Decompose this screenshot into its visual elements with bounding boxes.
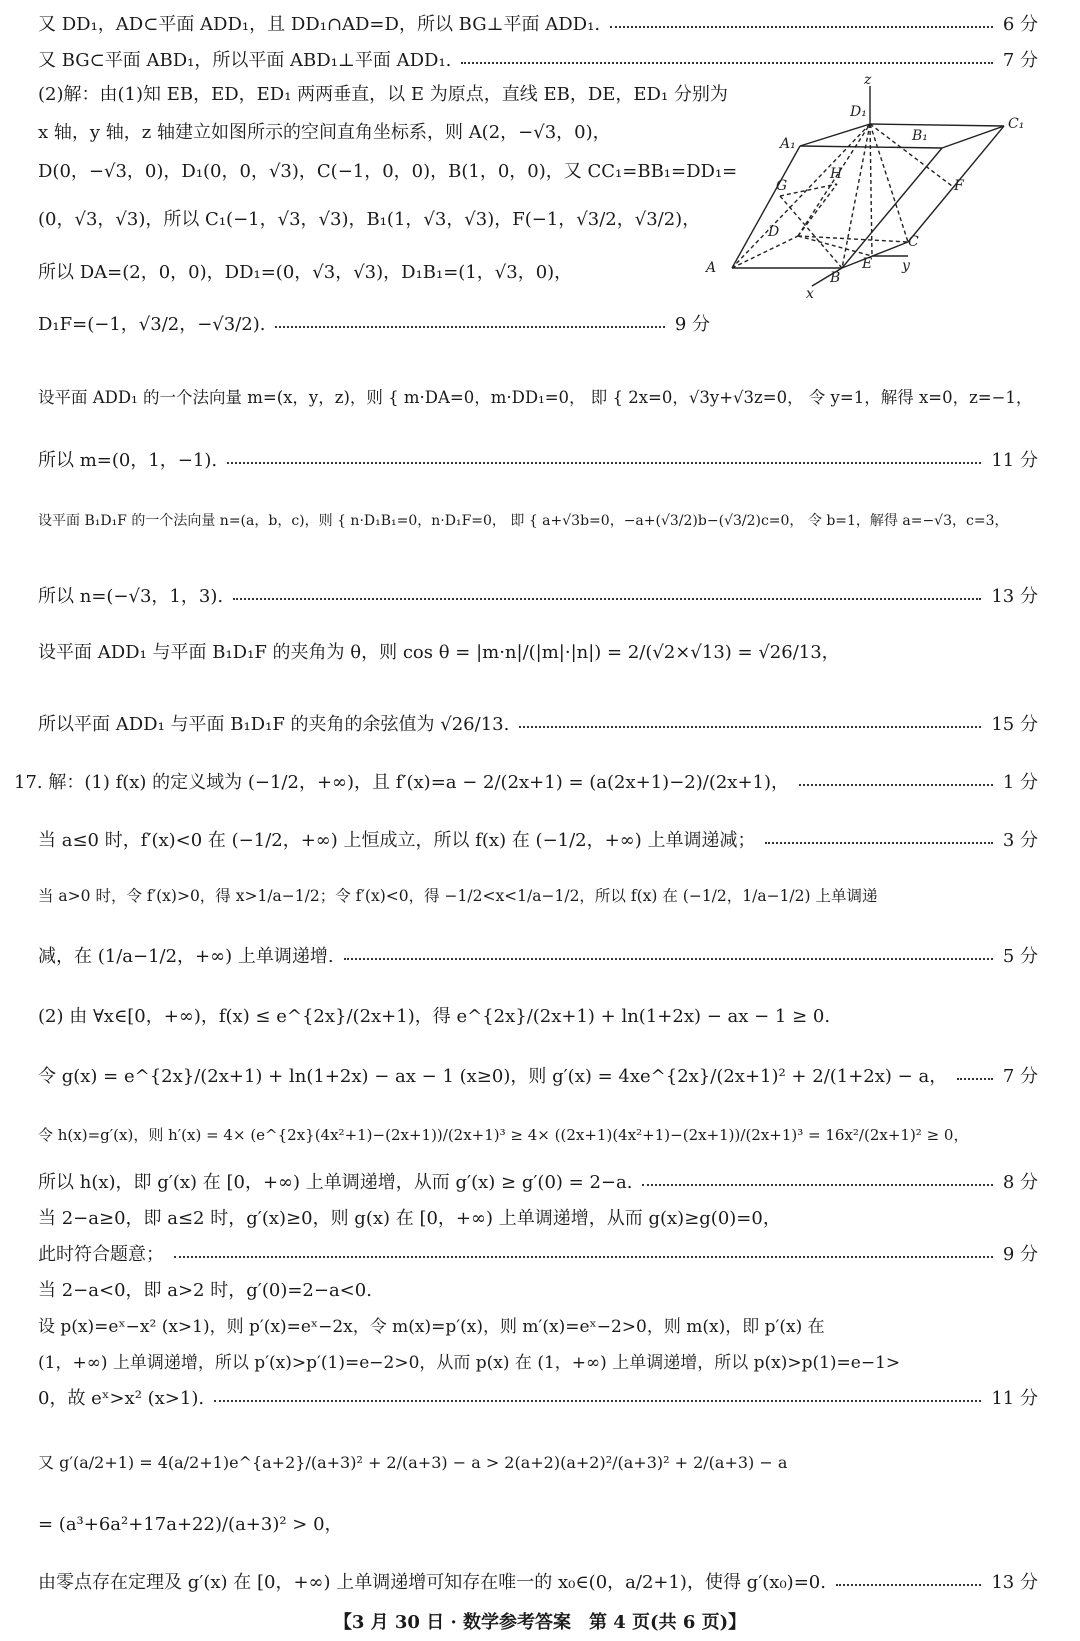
figure-label: G bbox=[776, 178, 788, 194]
answer-line: = (a³+6a²+17a+22)/(a+3)² > 0， bbox=[38, 1514, 343, 1535]
answer-line: (1，+∞) 上单调递增，所以 p′(x)>p′(1)=e−2>0，从而 p(x) 在 (1，+∞) 上单调递增，所以 p(x)>p(1)=e−1> bbox=[38, 1353, 901, 1373]
answer-line: 设平面 ADD₁ 与平面 B₁D₁F 的夹角为 θ，则 cos θ = |m·n|/(|m|·|n|) = 2/(√2×√13) = √26/13， bbox=[38, 642, 840, 663]
answer-line: 又 g′(a/2+1) = 4(a/2+1)e^{a+2}/(a+3)² + 2/(a+3) − a > 2(a+2)(a+2)²/(a+3)² + 2/(a+3) − a bbox=[38, 1453, 788, 1472]
answer-line: 又 BG⊂平面 ABD₁，所以平面 ABD₁⊥平面 ADD₁. 7 分 bbox=[38, 50, 1038, 71]
figure-label: F bbox=[954, 178, 964, 194]
figure-label: x bbox=[806, 286, 814, 302]
answer-line: 当 a≤0 时，f′(x)<0 在 (−1/2，+∞) 上恒成立，所以 f(x) 在 (−1/2，+∞) 上单调递减； 3 分 bbox=[38, 830, 1038, 851]
answer-line: (0，√3，√3)，所以 C₁(−1，√3，√3)，B₁(1，√3，√3)，F(−1，√3/2，√3/2)， bbox=[38, 209, 701, 230]
answer-line: 令 g(x) = e^{2x}/(2x+1) + ln(1+2x) − ax − 1 (x≥0)，则 g′(x) = 4xe^{2x}/(2x+1)² + 2/(1+2x) − a， 7 分 bbox=[38, 1066, 1038, 1087]
answer-line: 设平面 B₁D₁F 的一个法向量 n=(a，b，c)，则 { n·D₁B₁=0，n·D₁F=0， 即 { a+√3b=0，−a+(√3/2)b−(√3/2)c=0， 令 b=1，解得 a=−√3，c=3， bbox=[38, 513, 1009, 529]
answer-line: 令 h(x)=g′(x)，则 h′(x) = 4× (e^{2x}(4x²+1)−(2x+1))/(2x+1)³ ≥ 4× ((2x+1)(4x²+1)−(2x+1))/(2x+1)³ = 16x²/(2x+1)² ≥ 0， bbox=[38, 1126, 969, 1144]
figure-label: D bbox=[768, 224, 780, 240]
figure-label: D₁ bbox=[850, 104, 867, 120]
figure-label: C bbox=[908, 234, 919, 250]
answer-line: 0，故 eˣ>x² (x>1). 11 分 bbox=[38, 1388, 1038, 1409]
answer-line: 当 2−a≥0，即 a≤2 时，g′(x)≥0，则 g(x) 在 [0，+∞) 上单调递增，从而 g(x)≥g(0)=0， bbox=[38, 1208, 781, 1229]
figure-label: y bbox=[902, 258, 910, 274]
answer-line: 当 a>0 时，令 f′(x)>0，得 x>1/a−1/2；令 f′(x)<0，得 −1/2<x<1/a−1/2，所以 f(x) 在 (−1/2，1/a−1/2) 上单调递 bbox=[38, 887, 878, 905]
answer-line: 所以 m=(0，1，−1). 11 分 bbox=[38, 450, 1038, 471]
answer-line: 由零点存在定理及 g′(x) 在 [0，+∞) 上单调递增可知存在唯一的 x₀∈(0，a/2+1)，使得 g′(x₀)=0. 13 分 bbox=[38, 1572, 1038, 1593]
answer-line: 又 DD₁，AD⊂平面 ADD₁，且 DD₁∩AD=D，所以 BG⊥平面 ADD₁. 6 分 bbox=[38, 14, 1038, 35]
answer-line: D(0，−√3，0)，D₁(0，0，√3)，C(−1，0，0)，B(1，0，0)，又 CC₁=BB₁=DD₁= bbox=[38, 161, 738, 182]
figure-label: H bbox=[830, 166, 843, 182]
figure-label: z bbox=[864, 72, 872, 88]
answer-line: 所以 h(x)，即 g′(x) 在 [0，+∞) 上单调递增，从而 g′(x) ≥ g′(0) = 2−a. 8 分 bbox=[38, 1172, 1038, 1193]
figure-label: C₁ bbox=[1008, 116, 1025, 132]
figure-label: A bbox=[706, 260, 717, 276]
answer-line: 所以 DA=(2，0，0)，DD₁=(0，√3，√3)，D₁B₁=(1，√3，0)， bbox=[38, 262, 573, 283]
answer-line: x 轴，y 轴，z 轴建立如图所示的空间直角坐标系，则 A(2，−√3，0)， bbox=[38, 122, 611, 143]
prism-figure bbox=[706, 72, 1062, 304]
figure-label: A₁ bbox=[780, 136, 796, 152]
answer-line: 所以平面 ADD₁ 与平面 B₁D₁F 的夹角的余弦值为 √26/13. 15 分 bbox=[38, 714, 1038, 735]
answer-line: 设 p(x)=eˣ−x² (x>1)，则 p′(x)=eˣ−2x，令 m(x)=p′(x)，则 m′(x)=eˣ−2>0，则 m(x)，即 p′(x) 在 bbox=[38, 1317, 825, 1337]
figure-label: B bbox=[830, 270, 841, 286]
answer-line: 设平面 ADD₁ 的一个法向量 m=(x，y，z)，则 { m·DA=0，m·DD₁=0， 即 { 2x=0，√3y+√3z=0， 令 y=1，解得 x=0，z=−1， bbox=[38, 388, 1033, 407]
answer-line: 所以 n=(−√3，1，3). 13 分 bbox=[38, 586, 1038, 607]
answer-line: 17. 解：(1) f(x) 的定义域为 (−1/2，+∞)，且 f′(x)=a − 2/(2x+1) = (a(2x+1)−2)/(2x+1)， 1 分 bbox=[14, 772, 1038, 793]
answer-line: D₁F=(−1，√3/2，−√3/2). 9 分 bbox=[38, 314, 710, 335]
answer-line: (2)解：由(1)知 EB，ED，ED₁ 两两垂直，以 E 为原点，直线 EB，DE，ED₁ 分别为 bbox=[38, 84, 728, 105]
answer-line: 此时符合题意； 9 分 bbox=[38, 1244, 1038, 1265]
answer-line: (2) 由 ∀x∈[0，+∞)，f(x) ≤ e^{2x}/(2x+1)，得 e^{2x}/(2x+1) + ln(1+2x) − ax − 1 ≥ 0. bbox=[38, 1006, 831, 1027]
answer-line: 减，在 (1/a−1/2，+∞) 上单调递增. 5 分 bbox=[38, 946, 1038, 967]
figure-label: E bbox=[862, 256, 873, 272]
figure-label: B₁ bbox=[912, 128, 928, 144]
answer-line: 当 2−a<0，即 a>2 时，g′(0)=2−a<0. bbox=[38, 1280, 372, 1301]
page-footer: 【3 月 30 日 · 数学参考答案 第 4 页(共 6 页)】 bbox=[333, 1612, 747, 1633]
